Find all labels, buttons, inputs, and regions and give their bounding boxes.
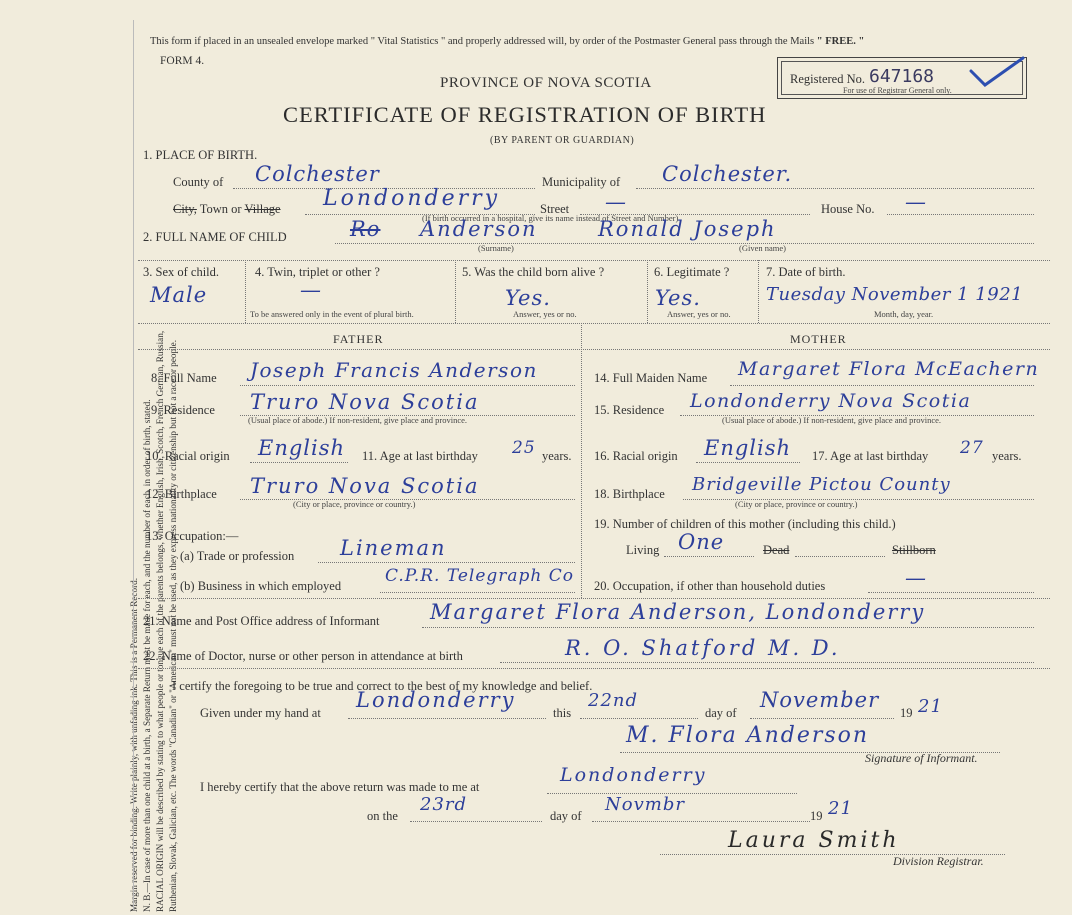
sex-value: Male	[150, 283, 208, 307]
father-heading: FATHER	[333, 332, 384, 346]
given-under-label: Given under my hand at	[200, 706, 321, 720]
mother-racial-value: English	[704, 436, 792, 460]
given-year-prefix: 19	[900, 706, 913, 720]
occupation-label: 13. Occupation:—	[146, 529, 239, 543]
given-day-of-label: day of	[705, 706, 737, 720]
business-line	[380, 592, 575, 593]
registrar-caption: Division Registrar.	[893, 854, 984, 868]
registered-label: Registered No.	[790, 72, 865, 86]
living-line	[664, 556, 754, 557]
row3-divider-4	[758, 260, 759, 323]
mother-occupation-line	[868, 592, 1034, 593]
living-value: One	[678, 530, 725, 554]
father-name-label: 8. Full Name	[151, 371, 217, 385]
date-value: Tuesday November 1 1921	[766, 284, 1024, 305]
registrar-month-value: Novmbr	[605, 794, 685, 815]
twin-note: To be answered only in the event of plural birth.	[250, 309, 414, 319]
check-mark-icon	[965, 55, 1027, 95]
father-age-value: 25	[512, 438, 536, 458]
hospital-note: (If birth occurred in a hospital, give its name instead of Street and Number)	[422, 213, 679, 223]
informant-signature-caption: Signature of Informant.	[865, 751, 978, 765]
child-name-line	[335, 243, 1034, 244]
father-residence-value: Truro Nova Scotia	[250, 390, 480, 414]
mother-racial-line	[696, 462, 800, 463]
margin-divider	[133, 20, 134, 910]
doctor-bottom-rule	[138, 668, 1050, 669]
father-racial-value: English	[258, 436, 346, 460]
registrar-on-the-label: on the	[367, 809, 398, 823]
mother-name-value: Margaret Flora McEachern	[738, 358, 1040, 380]
trade-line	[318, 562, 575, 563]
municipality-label: Municipality of	[542, 175, 621, 189]
informant-label: 21. Name and Post Office address of Informant	[143, 614, 380, 628]
margin-line-1: Margin reserved for binding. Write plainly, with unfading ink. This is a Permanent Record.	[129, 577, 139, 912]
father-years-label: years.	[542, 449, 572, 463]
certify-text: I certify the foregoing to be true and correct to the best of my knowledge and belief.	[172, 679, 593, 693]
twin-value: —	[300, 278, 322, 302]
mother-residence-label: 15. Residence	[594, 403, 665, 417]
row3-divider-2	[455, 260, 456, 323]
registrar-month-line	[592, 821, 810, 822]
registrar-year-prefix: 19	[810, 809, 823, 823]
parents-divider	[581, 323, 582, 598]
alive-value: Yes.	[505, 286, 551, 310]
given-day-line	[580, 718, 698, 719]
alive-note: Answer, yes or no.	[513, 309, 577, 319]
informant-signature: M. Flora Anderson	[626, 723, 870, 748]
father-name-value: Joseph Francis Anderson	[250, 358, 538, 382]
mother-birthplace-value: Bridgeville Pictou County	[692, 474, 951, 495]
registrar-day-value: 23rd	[420, 794, 468, 815]
given-month-value: November	[760, 688, 880, 712]
mother-occupation-value: —	[905, 566, 927, 590]
mother-years-label: years.	[992, 449, 1022, 463]
municipality-value: Colchester.	[662, 162, 793, 186]
margin-line-2: N. B.—In case of more than one child at a birth, a Separate Return must be made for each, and the number of each, in order of birth, stated.	[142, 399, 152, 912]
child-name-struck: Ro	[350, 217, 381, 241]
informant-value: Margaret Flora Anderson, Londonderry	[430, 600, 926, 624]
child-surname: Anderson	[420, 217, 538, 241]
legitimate-note: Answer, yes or no.	[667, 309, 731, 319]
town-value: Londonderry	[323, 186, 501, 211]
street-value: —	[605, 190, 627, 214]
margin-line-3: RACIAL ORIGIN will be described by stating to what people or tongue each of the parents belongs, whether English, Irish, Scotch, French German, Russian,	[155, 330, 165, 912]
mother-residence-note: (Usual place of abode.) If non-resident, give place and province.	[722, 415, 942, 425]
province-heading: PROVINCE OF NOVA SCOTIA	[440, 75, 652, 91]
living-label: Living	[626, 543, 660, 557]
date-label: 7. Date of birth.	[766, 265, 846, 279]
given-month-line	[750, 718, 894, 719]
mother-racial-label: 16. Racial origin	[594, 449, 678, 463]
registered-number: 647168	[869, 66, 935, 87]
trade-value: Lineman	[340, 536, 447, 560]
father-residence-note: (Usual place of abode.) If non-resident, give place and province.	[248, 415, 468, 425]
mother-children-label: 19. Number of children of this mother (including this child.)	[594, 517, 896, 531]
mother-heading: MOTHER	[790, 332, 847, 346]
house-label: House No.	[821, 202, 875, 216]
sex-label: 3. Sex of child.	[143, 265, 220, 279]
doctor-label: 22. Name of Doctor, nurse or other person in attendance at birth	[143, 649, 463, 663]
margin-line-4: Ruthenian, Slovak, Galician, etc. The words "Canadian" or "American" must not be used, as they express nationality or citizenship but not a race or people.	[168, 339, 178, 912]
registrar-note: For use of Registrar General only.	[843, 86, 952, 95]
house-line	[887, 214, 1034, 215]
doctor-line	[500, 662, 1034, 663]
mother-age-value: 27	[960, 438, 984, 458]
business-value: C.P.R. Telegraph Co	[385, 566, 575, 586]
row3-divider-1	[245, 260, 246, 323]
given-note: (Given name)	[739, 243, 786, 253]
father-birthplace-note: (City or place, province or country.)	[293, 499, 416, 509]
alive-label: 5. Was the child born alive ?	[462, 265, 605, 279]
business-label: (b) Business in which employed	[180, 579, 342, 593]
father-racial-line	[250, 462, 348, 463]
county-label: County of	[173, 175, 224, 189]
parents-bottom-rule	[138, 598, 1050, 599]
informant-line	[422, 627, 1034, 628]
dead-label: Dead	[763, 543, 790, 557]
mother-name-line	[730, 385, 1034, 386]
municipality-line	[636, 188, 1034, 189]
document-subtitle: (BY PARENT OR GUARDIAN)	[490, 135, 635, 146]
row3-top-rule	[138, 260, 1050, 261]
row3-divider-3	[647, 260, 648, 323]
legitimate-label: 6. Legitimate ?	[654, 265, 730, 279]
trade-label: (a) Trade or profession	[180, 549, 295, 563]
mother-birthplace-note: (City or place, province or country.)	[735, 499, 858, 509]
parents-heading-rule	[138, 349, 1050, 350]
county-value: Colchester	[255, 162, 380, 186]
registrar-place-value: Londonderry	[560, 764, 707, 786]
mother-occupation-label: 20. Occupation, if other than household duties	[594, 579, 826, 593]
document-title: CERTIFICATE OF REGISTRATION OF BIRTH	[283, 102, 767, 127]
form-number: FORM 4.	[160, 55, 205, 67]
this-label: this	[553, 706, 572, 720]
registrar-day-of-label: day of	[550, 809, 582, 823]
dead-line	[795, 556, 885, 557]
stillborn-label: Stillborn	[892, 543, 936, 557]
child-given-names: Ronald Joseph	[598, 217, 777, 241]
street-label: Street	[540, 202, 570, 216]
registrar-day-line	[410, 821, 542, 822]
given-place-value: Londonderry	[356, 688, 516, 712]
twin-label: 4. Twin, triplet or other ?	[255, 265, 380, 279]
father-racial-label: 10. Racial origin	[146, 449, 230, 463]
place-heading: 1. PLACE OF BIRTH.	[143, 148, 258, 162]
postal-notice: This form if placed in an unsealed envelope marked " Vital Statistics " and properly addressed will, by order of the Postmaster General pass through the Mails " FREE. "	[150, 36, 865, 47]
mother-residence-value: Londonderry Nova Scotia	[690, 390, 972, 412]
father-residence-label: 9. Residence	[151, 403, 215, 417]
mother-age-label: 17. Age at last birthday	[812, 449, 929, 463]
father-birthplace-label: 12. Birthplace	[146, 487, 217, 501]
given-year-value: 21	[918, 696, 943, 717]
row3-bottom-rule	[138, 323, 1050, 324]
date-note: Month, day, year.	[874, 309, 934, 319]
given-day-value: 22nd	[588, 690, 639, 711]
given-place-line	[348, 718, 546, 719]
father-name-line	[240, 385, 575, 386]
city-town-village-label: City, Town or Village	[173, 202, 281, 216]
registrar-signature: Laura Smith	[728, 828, 900, 853]
registrar-certify-text: I hereby certify that the above return was made to me at	[200, 780, 480, 794]
father-age-label: 11. Age at last birthday	[362, 449, 478, 463]
mother-name-label: 14. Full Maiden Name	[594, 371, 708, 385]
registrar-year-value: 21	[828, 798, 853, 819]
surname-note: (Surname)	[478, 243, 514, 253]
mother-birthplace-label: 18. Birthplace	[594, 487, 665, 501]
father-birthplace-value: Truro Nova Scotia	[250, 474, 480, 498]
child-name-label: 2. FULL NAME OF CHILD	[143, 230, 287, 244]
house-value: —	[905, 190, 927, 214]
legitimate-value: Yes.	[655, 286, 701, 310]
doctor-value: R. O. Shatford M. D.	[565, 636, 841, 660]
